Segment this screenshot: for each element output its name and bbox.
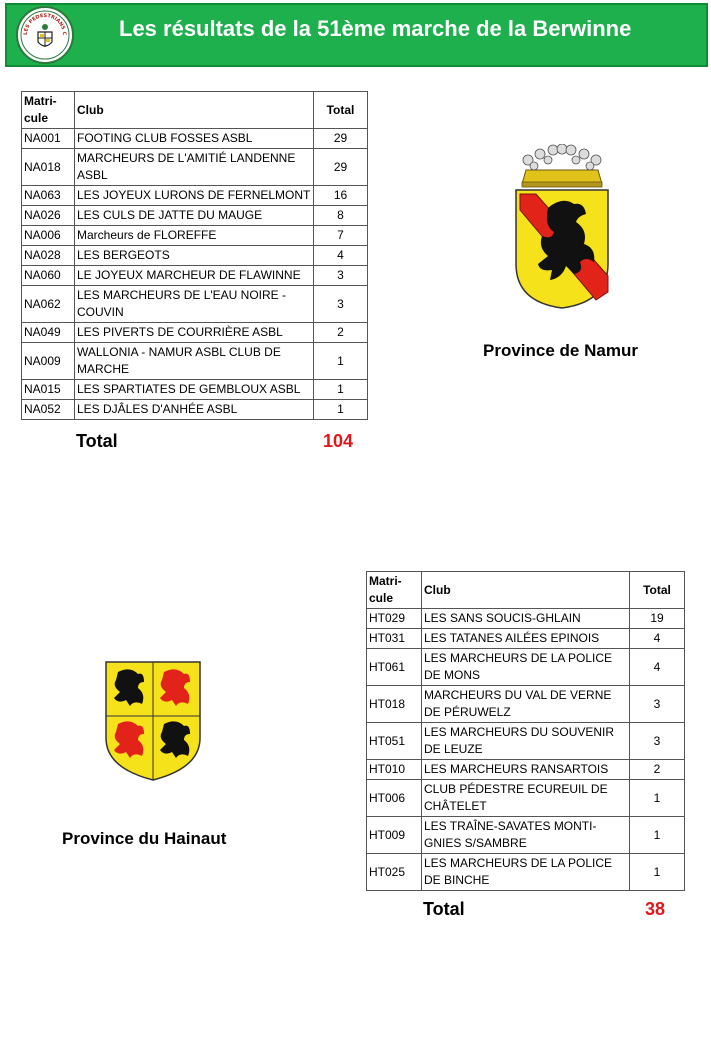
cell-matricule: HT029 — [367, 609, 422, 629]
page-title: Les résultats de la 51ème marche de la Berwinne — [119, 16, 632, 41]
table-row — [22, 400, 368, 420]
table-header-row — [367, 572, 685, 609]
logo-text: LES PEDESTRIANS C — [22, 12, 68, 36]
cell-total: 3 — [314, 266, 368, 286]
column-header-club: Club — [422, 572, 630, 609]
cell-total: 2 — [314, 323, 368, 343]
cell-total: 4 — [630, 649, 685, 686]
cell-total: 2 — [630, 760, 685, 780]
cell-club: LES DJÂLES D'ANHÉE ASBL — [75, 400, 314, 420]
cell-matricule: NA062 — [22, 286, 75, 323]
club-logo-icon — [16, 6, 74, 64]
table-row — [367, 723, 685, 760]
table-row — [22, 129, 368, 149]
cell-matricule: NA001 — [22, 129, 75, 149]
table-row — [22, 226, 368, 246]
cell-matricule: HT010 — [367, 760, 422, 780]
cell-total: 1 — [314, 343, 368, 380]
page-header — [5, 3, 708, 67]
table-row — [367, 629, 685, 649]
namur-province-label: Province de Namur — [483, 341, 638, 360]
table-row — [367, 649, 685, 686]
cell-matricule: NA015 — [22, 380, 75, 400]
table-row — [22, 246, 368, 266]
table-row — [22, 149, 368, 186]
cell-club: LES MARCHEURS DE LA POLICE DE MONS — [422, 649, 630, 686]
cell-club: LES MARCHEURS DE L'EAU NOIRE - COUVIN — [75, 286, 314, 323]
column-header-club: Club — [75, 92, 314, 129]
table-row — [22, 266, 368, 286]
cell-matricule: NA060 — [22, 266, 75, 286]
column-header-matricule: Matri-cule — [22, 92, 75, 129]
cell-total: 29 — [314, 149, 368, 186]
cell-total: 1 — [630, 780, 685, 817]
table-row — [367, 686, 685, 723]
cell-total: 8 — [314, 206, 368, 226]
cell-club: LES CULS DE JATTE DU MAUGE — [75, 206, 314, 226]
cell-club: LES PIVERTS DE COURRIÈRE ASBL — [75, 323, 314, 343]
namur-total-value: 104 — [323, 431, 354, 451]
cell-club: LES SPARTIATES DE GEMBLOUX ASBL — [75, 380, 314, 400]
cell-total: 29 — [314, 129, 368, 149]
cell-club: LES JOYEUX LURONS DE FERNELMONT — [75, 186, 314, 206]
table-row — [22, 323, 368, 343]
hainaut-total-value: 38 — [645, 899, 666, 919]
table-row — [367, 780, 685, 817]
column-header-total: Total — [314, 92, 368, 129]
cell-total: 1 — [314, 380, 368, 400]
cell-matricule: NA052 — [22, 400, 75, 420]
cell-matricule: NA049 — [22, 323, 75, 343]
cell-club: LES MARCHEURS DU SOUVENIR DE LEUZE — [422, 723, 630, 760]
cell-matricule: NA028 — [22, 246, 75, 266]
cell-total: 19 — [630, 609, 685, 629]
cell-matricule: HT025 — [367, 854, 422, 891]
cell-matricule: NA026 — [22, 206, 75, 226]
cell-matricule: HT031 — [367, 629, 422, 649]
table-row — [367, 854, 685, 891]
cell-club: WALLONIA - NAMUR ASBL CLUB DE MARCHE — [75, 343, 314, 380]
table-row — [22, 380, 368, 400]
cell-club: LES TRAÎNE-SAVATES MONTI-GNIES S/SAMBRE — [422, 817, 630, 854]
hainaut-province-label: Province du Hainaut — [62, 829, 227, 848]
cell-total: 7 — [314, 226, 368, 246]
cell-club: LES MARCHEURS RANSARTOIS — [422, 760, 630, 780]
cell-total: 1 — [314, 400, 368, 420]
table-row — [22, 186, 368, 206]
cell-matricule: NA009 — [22, 343, 75, 380]
cell-total: 1 — [630, 817, 685, 854]
hainaut-total-label: Total — [423, 899, 465, 919]
cell-club: MARCHEURS DU VAL DE VERNE DE PÉRUWELZ — [422, 686, 630, 723]
cell-matricule: HT018 — [367, 686, 422, 723]
cell-club: MARCHEURS DE L'AMITIÉ LANDENNE ASBL — [75, 149, 314, 186]
cell-total: 3 — [630, 686, 685, 723]
cell-club: FOOTING CLUB FOSSES ASBL — [75, 129, 314, 149]
cell-matricule: HT051 — [367, 723, 422, 760]
cell-matricule: HT009 — [367, 817, 422, 854]
column-header-total: Total — [630, 572, 685, 609]
cell-club: CLUB PÉDESTRE ECUREUIL DE CHÂTELET — [422, 780, 630, 817]
cell-matricule: NA018 — [22, 149, 75, 186]
hainaut-crest-icon — [104, 660, 202, 782]
cell-club: Marcheurs de FLOREFFE — [75, 226, 314, 246]
column-header-matricule: Matri-cule — [367, 572, 422, 609]
cell-total: 3 — [314, 286, 368, 323]
table-row — [367, 760, 685, 780]
table-row — [22, 206, 368, 226]
cell-club: LE JOYEUX MARCHEUR DE FLAWINNE — [75, 266, 314, 286]
cell-club: LES TATANES AILÉES EPINOIS — [422, 629, 630, 649]
cell-total: 4 — [314, 246, 368, 266]
cell-total: 4 — [630, 629, 685, 649]
cell-total: 16 — [314, 186, 368, 206]
cell-total: 1 — [630, 854, 685, 891]
namur-total-label: Total — [76, 431, 118, 451]
table-row — [22, 343, 368, 380]
cell-club: LES SANS SOUCIS-GHLAIN — [422, 609, 630, 629]
table-row — [367, 817, 685, 854]
cell-matricule: HT061 — [367, 649, 422, 686]
cell-matricule: HT006 — [367, 780, 422, 817]
cell-club: LES MARCHEURS DE LA POLICE DE BINCHE — [422, 854, 630, 891]
cell-club: LES BERGEOTS — [75, 246, 314, 266]
hainaut-results-table — [366, 571, 685, 891]
namur-results-table — [21, 91, 368, 420]
cell-matricule: NA006 — [22, 226, 75, 246]
table-row — [367, 609, 685, 629]
cell-matricule: NA063 — [22, 186, 75, 206]
cell-total: 3 — [630, 723, 685, 760]
table-header-row — [22, 92, 368, 129]
namur-crest-icon — [510, 144, 614, 312]
table-row — [22, 286, 368, 323]
